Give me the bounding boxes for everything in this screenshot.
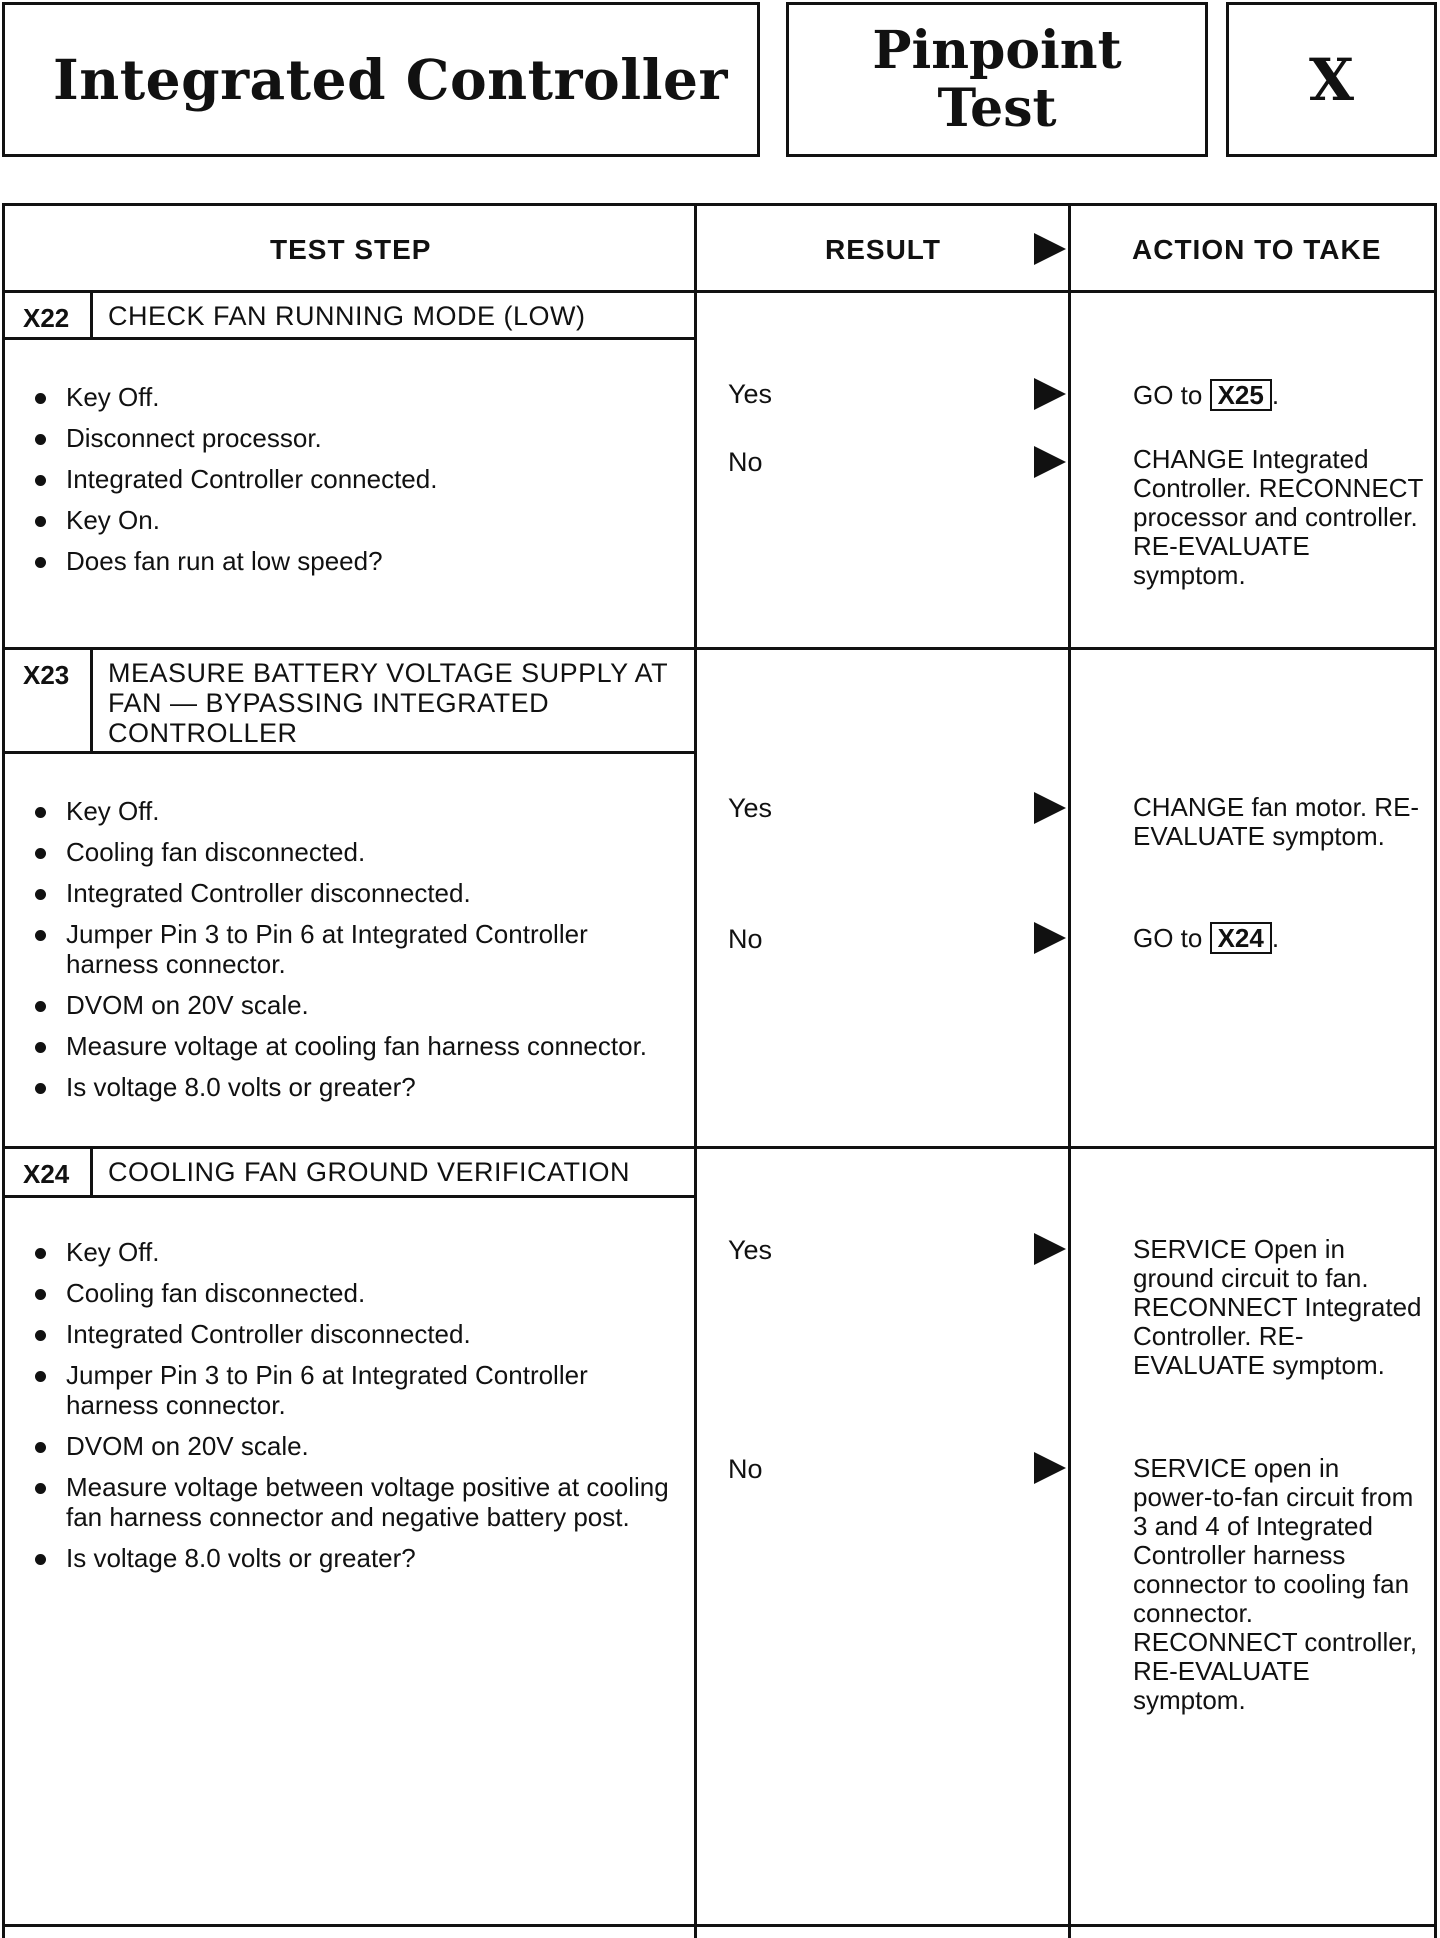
- action-suffix: .: [1271, 380, 1280, 410]
- list-item: Key Off.: [33, 1237, 673, 1267]
- list-item: Is voltage 8.0 volts or greater?: [33, 1543, 673, 1573]
- list-item: DVOM on 20V scale.: [33, 990, 673, 1020]
- step-title: CHECK FAN RUNNING MODE (LOW): [108, 301, 586, 331]
- list-item: Key Off.: [33, 382, 673, 412]
- step-x24-instructions: [33, 1237, 673, 1584]
- result-x24-no: No: [728, 1454, 763, 1484]
- result-x24-yes: Yes: [728, 1235, 773, 1265]
- list-item: Measure voltage between voltage positive at cooling fan harness connector and negative battery post.: [33, 1472, 673, 1532]
- list-item: Integrated Controller connected.: [33, 464, 673, 494]
- page-title-text: Integrated Controller: [53, 47, 728, 112]
- action-x23-yes: CHANGE fan motor. RE-EVALUATE symptom.: [1133, 792, 1420, 851]
- page-title: [2, 2, 760, 157]
- result-arrow-icon: [1034, 1233, 1066, 1265]
- column-divider-1: [694, 206, 697, 1938]
- step-title: COOLING FAN GROUND VERIFICATION: [108, 1157, 631, 1187]
- list-item: Key On.: [33, 505, 673, 535]
- column-header-test-step: TEST STEP: [270, 234, 432, 265]
- result-arrow-icon: [1034, 378, 1066, 410]
- step-x22-instructions: [33, 382, 673, 587]
- list-item: Cooling fan disconnected.: [33, 837, 673, 867]
- action-x24-yes: SERVICE Open in ground circuit to fan. RECONNECT Integrated Controller. RE-EVALUATE symptom.: [1133, 1234, 1422, 1380]
- table-bottom-border: [5, 1924, 1434, 1927]
- action-x23-no: [1133, 922, 1423, 954]
- test-letter: X: [1308, 45, 1354, 114]
- result-arrow-icon: [1034, 792, 1066, 824]
- result-arrow-icon: [1034, 1452, 1066, 1484]
- step-header-x22: [5, 293, 696, 340]
- goto-step-x25-ref[interactable]: X25: [1210, 379, 1272, 411]
- column-divider-2: [1068, 206, 1071, 1938]
- action-suffix: .: [1271, 923, 1280, 953]
- result-x23-no: No: [728, 924, 763, 954]
- result-x22-yes: Yes: [728, 379, 773, 409]
- list-item: Jumper Pin 3 to Pin 6 at Integrated Controller harness connector.: [33, 1360, 673, 1420]
- list-item: Does fan run at low speed?: [33, 546, 673, 576]
- list-item: Key Off.: [33, 796, 673, 826]
- result-arrow-icon: [1034, 446, 1066, 478]
- list-item: Measure voltage at cooling fan harness connector.: [33, 1031, 673, 1061]
- list-item: DVOM on 20V scale.: [33, 1431, 673, 1461]
- list-item: Integrated Controller disconnected.: [33, 878, 673, 908]
- action-text: GO to: [1133, 923, 1203, 953]
- action-x24-no: SERVICE open in power-to-fan circuit from 3 and 4 of Integrated Controller harness connector to cooling fan connector. RECONNECT controller, RE-EVALUATE symptom.: [1133, 1453, 1418, 1715]
- column-header-action: ACTION TO TAKE: [1132, 234, 1382, 265]
- result-x23-yes: Yes: [728, 793, 773, 823]
- result-arrow-icon: [1034, 922, 1066, 954]
- step-id: X22: [5, 293, 93, 337]
- step-x23-instructions: [33, 796, 673, 1113]
- pinpoint-test-table: [2, 203, 1437, 1938]
- pinpoint-line-1: Pinpoint: [872, 19, 1122, 81]
- step-id: X24: [5, 1149, 93, 1195]
- result-arrow-icon: [1034, 233, 1066, 265]
- result-x22-no: No: [728, 447, 763, 477]
- step-header-x23: [5, 650, 696, 754]
- pinpoint-test-label: [786, 2, 1208, 157]
- step-header-x24: [5, 1149, 696, 1198]
- action-text: GO to: [1133, 380, 1203, 410]
- list-item: Is voltage 8.0 volts or greater?: [33, 1072, 673, 1102]
- action-x22-yes: [1133, 379, 1423, 411]
- pinpoint-line-2: Test: [937, 77, 1057, 139]
- list-item: Disconnect processor.: [33, 423, 673, 453]
- step-id: X23: [5, 650, 93, 751]
- goto-step-x24-ref[interactable]: X24: [1210, 922, 1272, 954]
- column-header-result: RESULT: [825, 234, 941, 265]
- action-x22-no: CHANGE Integrated Controller. RECONNECT processor and controller. RE-EVALUATE symptom.: [1133, 444, 1423, 590]
- list-item: Integrated Controller disconnected.: [33, 1319, 673, 1349]
- test-letter-box: [1226, 2, 1437, 157]
- step-title: MEASURE BATTERY VOLTAGE SUPPLY AT FAN — BYPASSING INTEGRATED CONTROLLER: [108, 658, 668, 748]
- list-item: Cooling fan disconnected.: [33, 1278, 673, 1308]
- list-item: Jumper Pin 3 to Pin 6 at Integrated Controller harness connector.: [33, 919, 673, 979]
